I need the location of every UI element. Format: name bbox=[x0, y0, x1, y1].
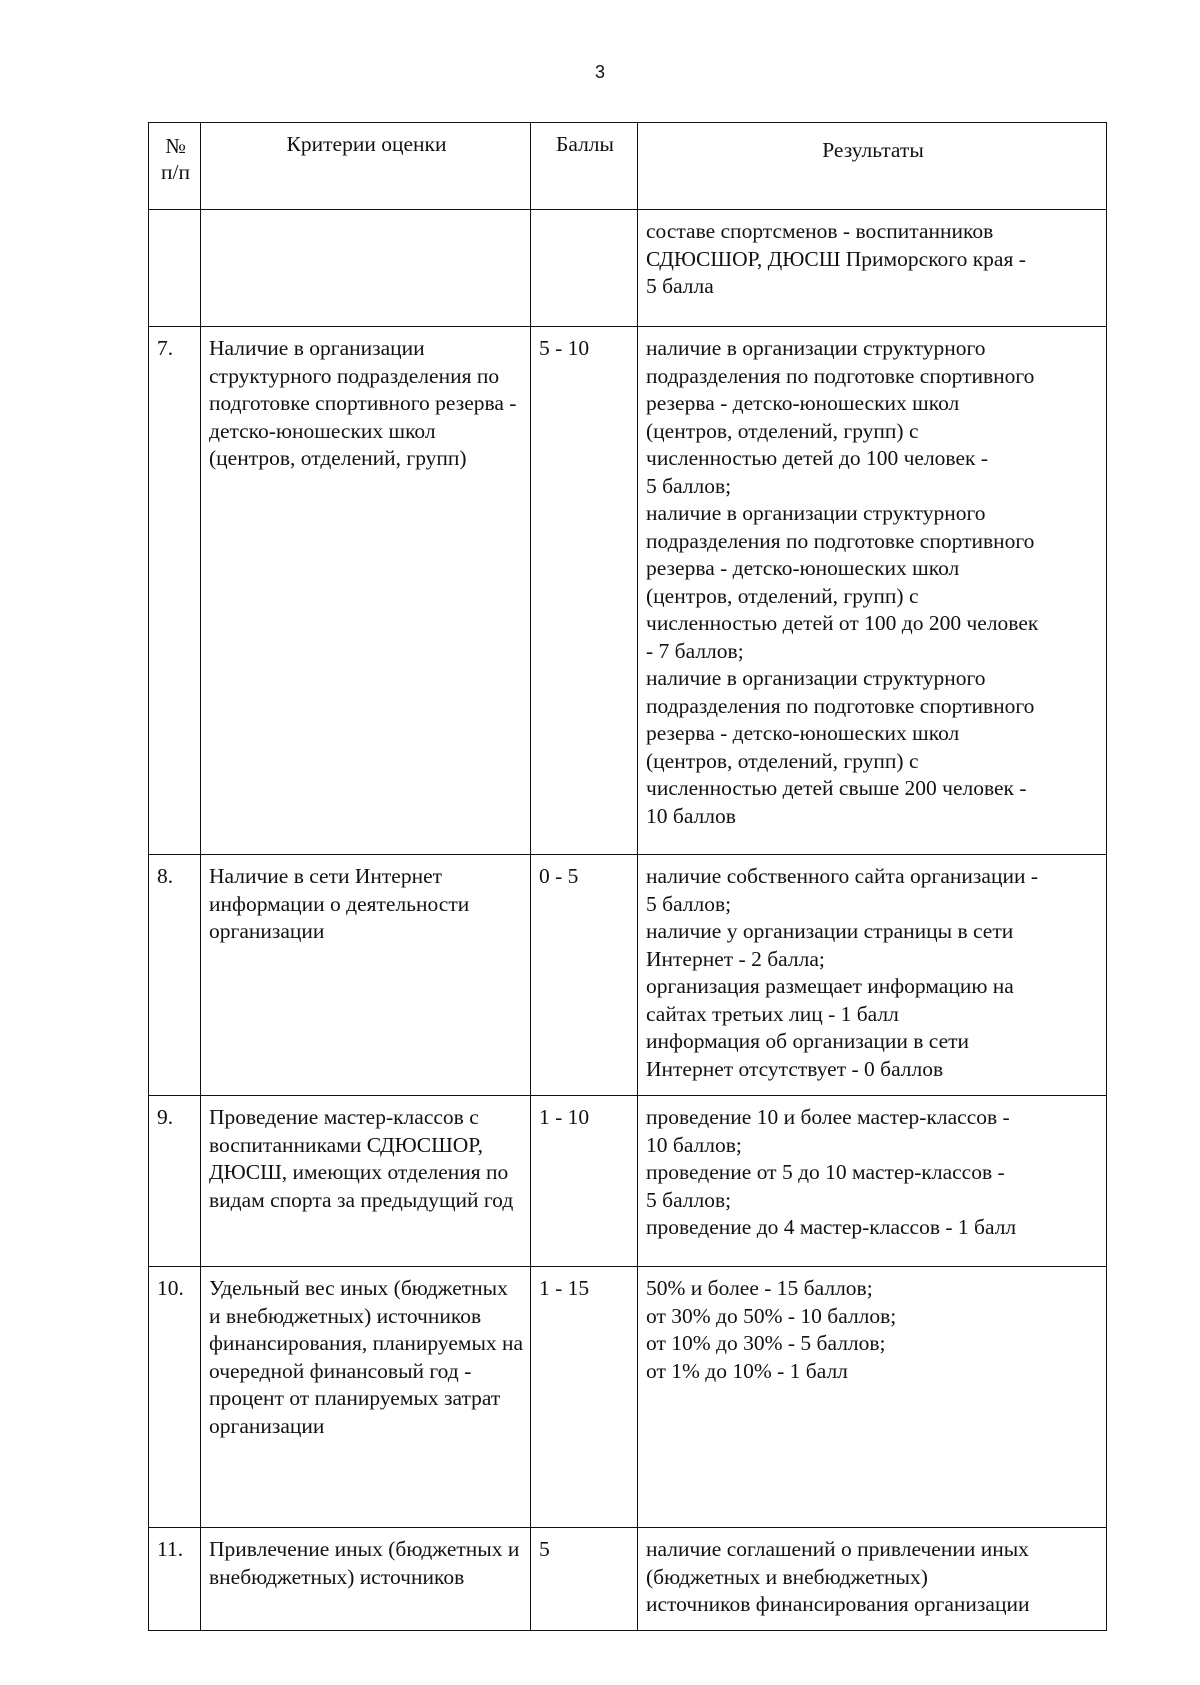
result-line: подразделения по подготовке спортивного bbox=[646, 693, 1035, 718]
result-line: 5 баллов; bbox=[646, 1187, 732, 1212]
result-line: проведение от 5 до 10 мастер-классов - bbox=[646, 1160, 1005, 1184]
row-number: 10. bbox=[149, 1267, 201, 1528]
result-line: от 1% до 10% - 1 балл bbox=[646, 1358, 848, 1383]
result-line: наличие в организации структурного bbox=[646, 501, 986, 525]
result-line: 5 баллов; bbox=[646, 473, 732, 498]
row-criteria: Наличие в организации структурного подразделения по подготовке спортивного резерва - детско-юношеских школ (центров, отделений, групп) bbox=[201, 327, 531, 855]
row-score: 5 - 10 bbox=[531, 327, 638, 855]
row-score bbox=[531, 210, 638, 327]
row-criteria bbox=[201, 210, 531, 327]
result-line: наличие собственного сайта организации - bbox=[646, 864, 1039, 888]
result-line: (центров, отделений, групп) с bbox=[646, 748, 919, 773]
result-line: информация об организации в сети bbox=[646, 1029, 970, 1053]
header-score: Баллы bbox=[531, 123, 638, 210]
result-line: (центров, отделений, групп) с bbox=[646, 583, 919, 608]
result-line: наличие в организации структурного bbox=[646, 666, 986, 690]
result-line: резерва - детско-юношеских школ bbox=[646, 556, 960, 580]
header-results: Результаты bbox=[638, 123, 1107, 210]
table-row bbox=[149, 327, 1107, 855]
row-results bbox=[638, 327, 1107, 855]
result-line: подразделения по подготовке спортивного bbox=[646, 528, 1035, 553]
result-line: (центров, отделений, групп) с bbox=[646, 418, 919, 443]
row-score: 5 bbox=[531, 1528, 638, 1631]
criteria-table bbox=[148, 122, 1107, 1631]
table-row bbox=[149, 1528, 1107, 1631]
row-number: 8. bbox=[149, 855, 201, 1096]
result-line: сайтах третьих лиц - 1 балл bbox=[646, 1001, 899, 1026]
row-results bbox=[638, 1267, 1107, 1528]
result-line: 5 баллов; bbox=[646, 891, 732, 916]
row-criteria: Привлечение иных (бюджетных и внебюджетных) источников bbox=[201, 1528, 531, 1631]
row-number: 7. bbox=[149, 327, 201, 855]
table-body bbox=[149, 210, 1107, 1631]
result-line: источников финансирования организации bbox=[646, 1592, 1030, 1616]
result-line: 10 баллов bbox=[646, 803, 736, 828]
result-line: 50% и более - 15 баллов; bbox=[646, 1276, 873, 1300]
row-score: 1 - 15 bbox=[531, 1267, 638, 1528]
row-results bbox=[638, 210, 1107, 327]
result-line: от 30% до 50% - 10 баллов; bbox=[646, 1303, 897, 1328]
header-number: № п/п bbox=[149, 123, 201, 210]
row-score: 0 - 5 bbox=[531, 855, 638, 1096]
table-row bbox=[149, 1096, 1107, 1267]
row-score: 1 - 10 bbox=[531, 1096, 638, 1267]
result-line: проведение до 4 мастер-классов - 1 балл bbox=[646, 1215, 1017, 1239]
header-row bbox=[149, 123, 1107, 210]
result-line: проведение 10 и более мастер-классов - bbox=[646, 1105, 1010, 1129]
row-criteria: Проведение мастер-классов с воспитанниками СДЮСШОР, ДЮСШ, имеющих отделения по видам спорта за предыдущий год bbox=[201, 1096, 531, 1267]
row-number bbox=[149, 210, 201, 327]
row-number: 11. bbox=[149, 1528, 201, 1631]
result-line: Интернет - 2 балла; bbox=[646, 946, 825, 971]
result-line: от 10% до 30% - 5 баллов; bbox=[646, 1331, 886, 1355]
result-line: организация размещает информацию на bbox=[646, 974, 1014, 998]
result-line: резерва - детско-юношеских школ bbox=[646, 391, 960, 415]
row-number: 9. bbox=[149, 1096, 201, 1267]
row-criteria: Наличие в сети Интернет информации о деятельности организации bbox=[201, 855, 531, 1096]
result-line: наличие в организации структурного bbox=[646, 336, 986, 360]
result-line: Интернет отсутствует - 0 баллов bbox=[646, 1056, 944, 1081]
result-line: СДЮСШОР, ДЮСШ Приморского края - bbox=[646, 246, 1026, 271]
result-line: резерва - детско-юношеских школ bbox=[646, 721, 960, 745]
result-line: составе спортсменов - воспитанников bbox=[646, 219, 994, 243]
row-criteria: Удельный вес иных (бюджетных и внебюджетных) источников финансирования, планируемых на очередной финансовый год - процент от планируемых затрат организации bbox=[201, 1267, 531, 1528]
result-line: 5 балла bbox=[646, 274, 714, 298]
row-results bbox=[638, 1528, 1107, 1631]
table-row bbox=[149, 210, 1107, 327]
result-line: 10 баллов; bbox=[646, 1132, 742, 1157]
result-line: наличие у организации страницы в сети bbox=[646, 919, 1014, 943]
result-line: наличие соглашений о привлечении иных bbox=[646, 1537, 1029, 1561]
row-results bbox=[638, 1096, 1107, 1267]
header-criteria: Критерии оценки bbox=[201, 123, 531, 210]
result-line: численностью детей от 100 до 200 человек bbox=[646, 611, 1039, 635]
result-line: - 7 баллов; bbox=[646, 638, 744, 663]
page-number: 3 bbox=[594, 62, 605, 82]
table-header bbox=[149, 123, 1107, 210]
result-line: подразделения по подготовке спортивного bbox=[646, 363, 1035, 388]
result-line: численностью детей до 100 человек - bbox=[646, 446, 988, 470]
result-line: (бюджетных и внебюджетных) bbox=[646, 1564, 928, 1589]
result-line: численностью детей свыше 200 человек - bbox=[646, 776, 1027, 800]
row-results bbox=[638, 855, 1107, 1096]
table-row bbox=[149, 855, 1107, 1096]
table-row bbox=[149, 1267, 1107, 1528]
